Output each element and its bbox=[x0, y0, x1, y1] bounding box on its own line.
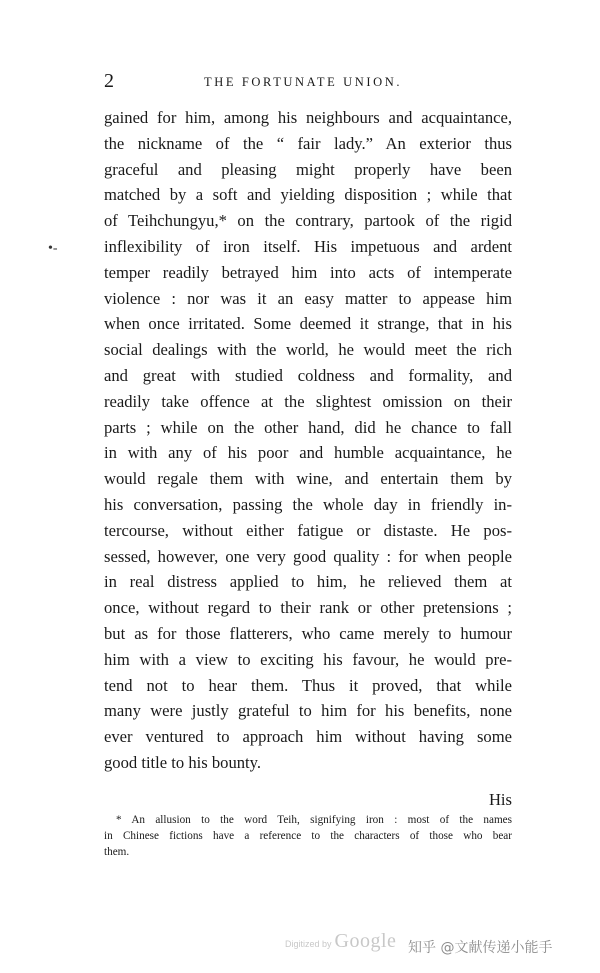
margin-mark: •- bbox=[48, 241, 58, 256]
text-line: tercourse, without either fatigue or distaste. He pos- bbox=[104, 520, 512, 540]
running-head: THE FORTUNATE UNION. bbox=[204, 75, 403, 89]
footnote-line: them. bbox=[104, 846, 130, 858]
text-line: of Teihchungyu,* on the contrary, partook of the rigid bbox=[104, 211, 512, 231]
footnote-line: in Chinese fictions have a reference to the characters of those who bear bbox=[104, 830, 512, 842]
zhihu-watermark: 知乎 @文献传递小能手 bbox=[408, 940, 553, 956]
text-line: matched by a soft and yielding disposition ; while that bbox=[104, 185, 512, 205]
catchword: His bbox=[488, 790, 512, 809]
digitized-by-label: Digitized by bbox=[285, 939, 332, 949]
text-line: ever ventured to approach him without having some bbox=[104, 727, 512, 747]
body-text bbox=[104, 105, 512, 776]
text-line: readily take offence at the slightest omission on their bbox=[104, 391, 512, 411]
text-line: parts ; while on the other hand, did he chance to fall bbox=[104, 417, 512, 437]
text-line: social dealings with the world, he would meet the rich bbox=[104, 340, 512, 360]
text-line: once, without regard to their rank or other pretensions ; bbox=[104, 598, 512, 618]
google-logo: Google bbox=[334, 930, 397, 952]
text-line: in real distress applied to him, he relieved them at bbox=[104, 572, 512, 592]
text-line: and great with studied coldness and formality, and bbox=[104, 365, 512, 385]
footnote bbox=[104, 812, 512, 860]
text-line: inflexibility of iron itself. His impetuous and ardent bbox=[104, 236, 512, 256]
text-line: sessed, however, one very good quality : for when people bbox=[104, 546, 512, 566]
text-line: tend not to hear them. Thus it proved, that while bbox=[104, 675, 512, 695]
footnote-line: * An allusion to the word Teih, signifying iron : most of the names bbox=[116, 814, 512, 826]
page-number: 2 bbox=[104, 70, 114, 92]
text-line: his conversation, passing the whole day in friendly in- bbox=[104, 494, 512, 514]
page-header bbox=[104, 68, 512, 94]
text-line: would regale them with wine, and entertain them by bbox=[104, 469, 512, 489]
text-line: many were justly grateful to him for his benefits, none bbox=[104, 701, 512, 721]
text-line: when once irritated. Some deemed it strange, that in his bbox=[104, 314, 512, 334]
text-line: violence : nor was it an easy matter to appease him bbox=[104, 288, 512, 308]
text-line: gained for him, among his neighbours and acquaintance, bbox=[104, 108, 512, 127]
google-watermark bbox=[285, 930, 396, 960]
text-line: temper readily betrayed him into acts of intemperate bbox=[104, 262, 512, 282]
text-line: the nickname of the “ fair lady.” An exterior thus bbox=[104, 133, 512, 153]
text-line: graceful and pleasing might properly have been bbox=[104, 159, 512, 179]
text-line: good title to his bounty. bbox=[104, 752, 262, 772]
text-line: him with a view to exciting his favour, he would pre- bbox=[104, 649, 512, 669]
text-line: in with any of his poor and humble acquaintance, he bbox=[104, 443, 512, 463]
text-line: but as for those flatterers, who came merely to humour bbox=[104, 623, 512, 643]
